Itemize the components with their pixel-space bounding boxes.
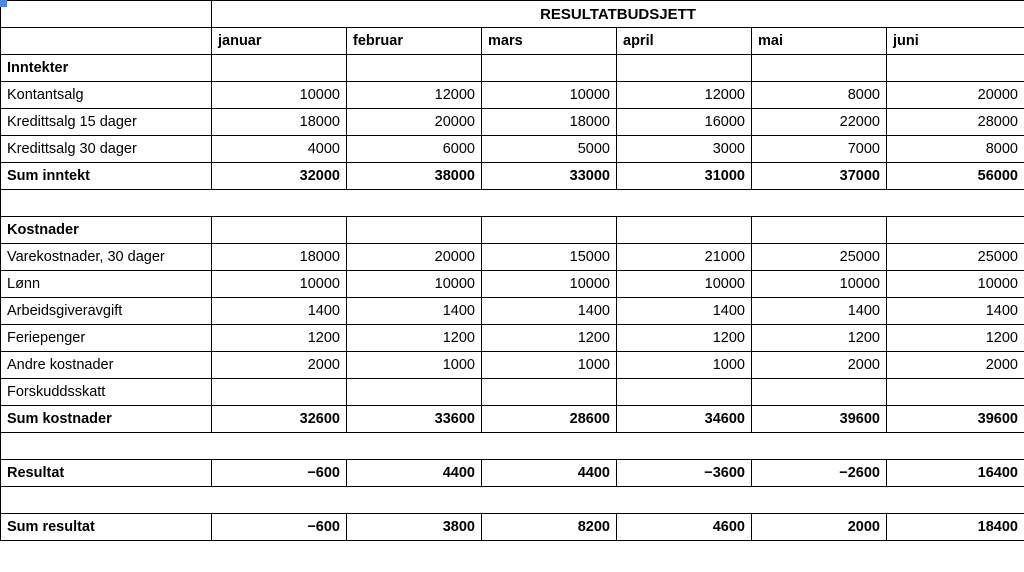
spacer-cell[interactable] (1, 433, 1024, 460)
cell-value[interactable]: 1200 (347, 325, 482, 352)
cell-value[interactable]: 16000 (617, 109, 752, 136)
cell-empty[interactable] (347, 217, 482, 244)
page-title[interactable]: RESULTATBUDSJETT (212, 1, 1024, 28)
row-label-kredittsalg-30-dager[interactable]: Kredittsalg 30 dager (1, 136, 212, 163)
table-row (1, 82, 1024, 109)
selection-corner-marker (0, 0, 7, 7)
table-row-total (1, 163, 1024, 190)
cell-value[interactable]: 8200 (482, 514, 617, 541)
column-header-juni[interactable]: juni (887, 28, 1024, 55)
row-label-kontantsalg[interactable]: Kontantsalg (1, 82, 212, 109)
title-row-spacer[interactable] (1, 1, 212, 28)
row-label-kredittsalg-15-dager[interactable]: Kredittsalg 15 dager (1, 109, 212, 136)
cell-value[interactable]: 33000 (482, 163, 617, 190)
cell-value[interactable]: 3000 (617, 136, 752, 163)
section-heading-inntekter[interactable]: Inntekter (1, 55, 212, 82)
cell-value[interactable]: 1400 (347, 298, 482, 325)
row-label-varekostnader-30-dager[interactable]: Varekostnader, 30 dager (1, 244, 212, 271)
month-header-row (1, 28, 1024, 55)
cell-value[interactable]: 10000 (212, 82, 347, 109)
cell-value[interactable]: 12000 (347, 82, 482, 109)
cell-value[interactable]: 31000 (617, 163, 752, 190)
cell-value[interactable] (347, 379, 482, 406)
cell-empty[interactable] (347, 55, 482, 82)
cell-value[interactable]: 18400 (887, 514, 1024, 541)
cell-empty[interactable] (887, 217, 1024, 244)
cell-value[interactable]: 10000 (212, 271, 347, 298)
cell-value[interactable]: 4400 (347, 460, 482, 487)
budget-table-body (1, 1, 1024, 541)
cell-value[interactable]: 25000 (752, 244, 887, 271)
table-row (1, 379, 1024, 406)
cell-value[interactable]: 38000 (347, 163, 482, 190)
cell-value[interactable]: 1000 (347, 352, 482, 379)
cell-value[interactable]: 34600 (617, 406, 752, 433)
cell-value[interactable]: 32600 (212, 406, 347, 433)
cell-value[interactable]: 1400 (212, 298, 347, 325)
cell-value[interactable]: 10000 (347, 271, 482, 298)
table-row (1, 325, 1024, 352)
row-label-feriepenger[interactable]: Feriepenger (1, 325, 212, 352)
cell-value[interactable]: 1400 (887, 298, 1024, 325)
cell-value[interactable]: 56000 (887, 163, 1024, 190)
cell-value[interactable]: 10000 (887, 271, 1024, 298)
cell-value[interactable] (617, 379, 752, 406)
spacer-cell[interactable] (1, 487, 1024, 514)
title-row (1, 1, 1024, 28)
row-label-arbeidsgiveravgift[interactable]: Arbeidsgiveravgift (1, 298, 212, 325)
cell-value[interactable]: 7000 (752, 136, 887, 163)
cell-value[interactable]: 2000 (752, 352, 887, 379)
cell-value[interactable] (887, 379, 1024, 406)
cell-value[interactable]: 12000 (617, 82, 752, 109)
cell-value[interactable]: 22000 (752, 109, 887, 136)
cell-value[interactable]: 4000 (212, 136, 347, 163)
table-row (1, 244, 1024, 271)
column-header-april[interactable]: april (617, 28, 752, 55)
cell-empty[interactable] (617, 217, 752, 244)
cell-value[interactable]: 1400 (617, 298, 752, 325)
row-label-resultat[interactable]: Resultat (1, 460, 212, 487)
cell-empty[interactable] (212, 55, 347, 82)
cell-value[interactable]: 39600 (887, 406, 1024, 433)
spacer-row (1, 433, 1024, 460)
cell-value[interactable]: 18000 (482, 109, 617, 136)
cell-value[interactable]: 32000 (212, 163, 347, 190)
cell-value[interactable]: 4600 (617, 514, 752, 541)
table-row (1, 298, 1024, 325)
table-row-total (1, 406, 1024, 433)
row-label-sum-resultat[interactable]: Sum resultat (1, 514, 212, 541)
section-heading-kostnader[interactable]: Kostnader (1, 217, 212, 244)
cell-empty[interactable] (212, 217, 347, 244)
row-label-sum-kostnader[interactable]: Sum kostnader (1, 406, 212, 433)
table-row (1, 352, 1024, 379)
cell-empty[interactable] (482, 217, 617, 244)
cell-value[interactable]: 2000 (887, 352, 1024, 379)
cell-value[interactable]: 18000 (212, 109, 347, 136)
cell-value[interactable]: 10000 (617, 271, 752, 298)
month-header-corner[interactable] (1, 28, 212, 55)
column-header-mars[interactable]: mars (482, 28, 617, 55)
column-header-januar[interactable]: januar (212, 28, 347, 55)
cell-value[interactable]: 28000 (887, 109, 1024, 136)
spacer-row (1, 487, 1024, 514)
cell-value[interactable]: 3800 (347, 514, 482, 541)
cell-value[interactable]: 20000 (347, 244, 482, 271)
cell-value[interactable]: 1200 (887, 325, 1024, 352)
row-label-andre-kostnader[interactable]: Andre kostnader (1, 352, 212, 379)
cell-value[interactable]: 10000 (752, 271, 887, 298)
cell-value[interactable] (212, 379, 347, 406)
cell-value[interactable]: 20000 (347, 109, 482, 136)
column-header-februar[interactable]: februar (347, 28, 482, 55)
table-row (1, 136, 1024, 163)
spacer-row (1, 190, 1024, 217)
cell-empty[interactable] (752, 55, 887, 82)
cell-value[interactable]: 8000 (887, 136, 1024, 163)
cell-value[interactable] (752, 379, 887, 406)
cell-value[interactable]: 18000 (212, 244, 347, 271)
cell-value[interactable]: −3600 (617, 460, 752, 487)
cell-value[interactable]: 8000 (752, 82, 887, 109)
cell-value[interactable]: 10000 (482, 82, 617, 109)
row-label-lonn[interactable]: Lønn (1, 271, 212, 298)
cell-value[interactable]: 1200 (212, 325, 347, 352)
section-heading-row (1, 217, 1024, 244)
cell-value[interactable]: 4400 (482, 460, 617, 487)
cell-value[interactable]: 16400 (887, 460, 1024, 487)
cell-value[interactable]: 33600 (347, 406, 482, 433)
table-row-sum-result (1, 514, 1024, 541)
cell-value[interactable]: −600 (212, 514, 347, 541)
cell-value[interactable]: 1400 (482, 298, 617, 325)
cell-value[interactable]: 37000 (752, 163, 887, 190)
cell-value[interactable]: 1200 (482, 325, 617, 352)
cell-value[interactable]: 21000 (617, 244, 752, 271)
cell-value[interactable]: 6000 (347, 136, 482, 163)
section-heading-row (1, 55, 1024, 82)
cell-value[interactable]: 2000 (212, 352, 347, 379)
cell-empty[interactable] (887, 55, 1024, 82)
cell-value[interactable]: 1200 (752, 325, 887, 352)
spacer-cell[interactable] (1, 190, 1024, 217)
cell-empty[interactable] (482, 55, 617, 82)
cell-value[interactable]: 28600 (482, 406, 617, 433)
row-label-forskuddsskatt[interactable]: Forskuddsskatt (1, 379, 212, 406)
cell-value[interactable]: 1000 (482, 352, 617, 379)
cell-value[interactable]: 2000 (752, 514, 887, 541)
cell-value[interactable]: 1400 (752, 298, 887, 325)
cell-value[interactable]: 10000 (482, 271, 617, 298)
column-header-mai[interactable]: mai (752, 28, 887, 55)
cell-value[interactable]: 1000 (617, 352, 752, 379)
cell-value[interactable]: 5000 (482, 136, 617, 163)
cell-value[interactable]: 39600 (752, 406, 887, 433)
cell-value[interactable]: 15000 (482, 244, 617, 271)
row-label-sum-inntekt[interactable]: Sum inntekt (1, 163, 212, 190)
cell-value[interactable]: 25000 (887, 244, 1024, 271)
cell-value[interactable]: 1200 (617, 325, 752, 352)
table-row (1, 271, 1024, 298)
cell-value[interactable]: −2600 (752, 460, 887, 487)
table-row-result (1, 460, 1024, 487)
cell-value[interactable]: −600 (212, 460, 347, 487)
cell-empty[interactable] (617, 55, 752, 82)
cell-value[interactable] (482, 379, 617, 406)
cell-empty[interactable] (752, 217, 887, 244)
cell-value[interactable]: 20000 (887, 82, 1024, 109)
table-row (1, 109, 1024, 136)
